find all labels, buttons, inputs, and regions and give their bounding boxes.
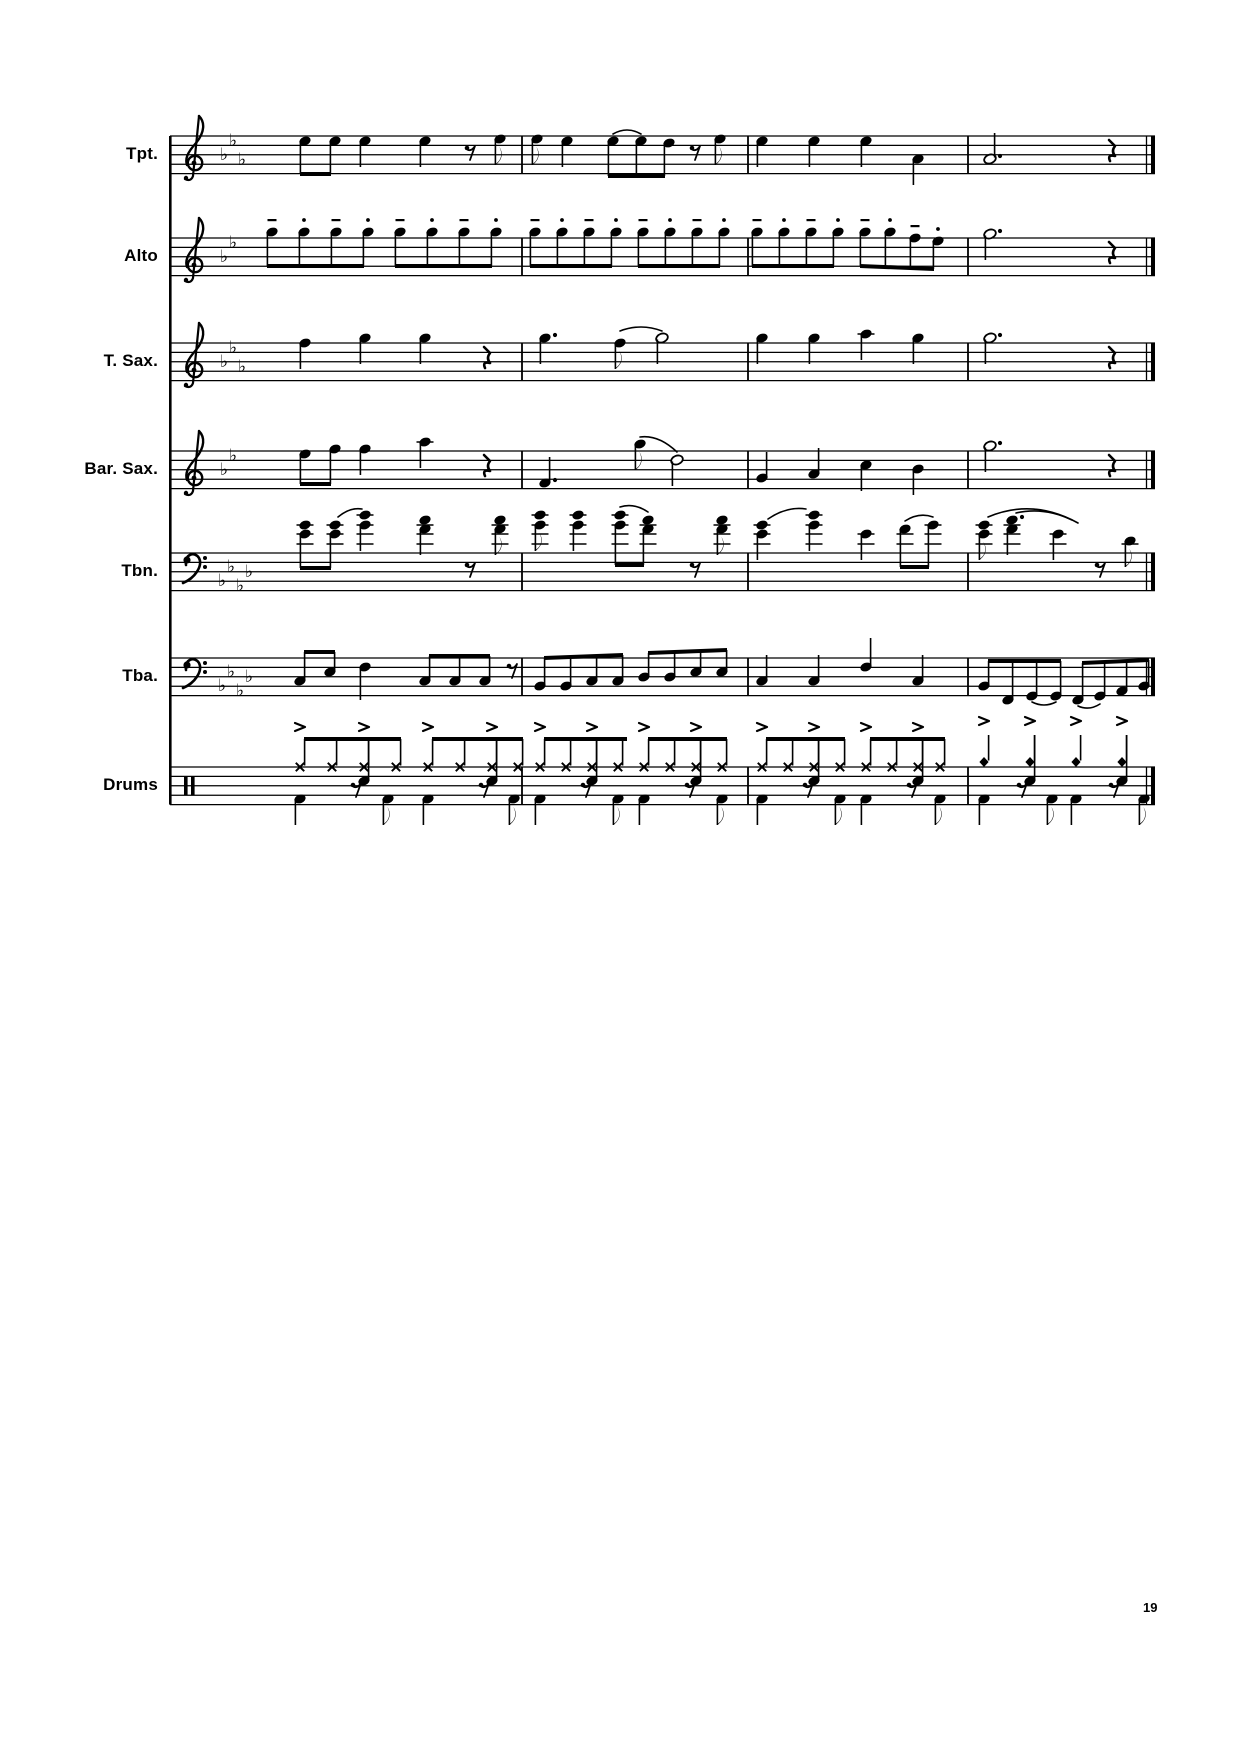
svg-text:♭: ♭	[228, 338, 238, 358]
svg-text:♭: ♭	[244, 667, 254, 687]
staff-label-tpt: Tpt.	[126, 144, 158, 163]
svg-text:♭: ♭	[217, 571, 227, 591]
svg-text:♭: ♭	[244, 562, 254, 582]
page-number: 19	[1143, 1600, 1158, 1615]
staff-label-tsax: T. Sax.	[103, 351, 158, 370]
svg-text:♭: ♭	[228, 446, 238, 466]
svg-text:♭: ♭	[219, 247, 229, 267]
svg-text:♭: ♭	[235, 576, 245, 596]
svg-text:♭: ♭	[235, 681, 245, 701]
svg-text:♭: ♭	[237, 357, 247, 377]
staff-label-drums: Drums	[103, 775, 158, 794]
staff-label-barsax: Bar. Sax.	[84, 459, 158, 478]
svg-text:♭: ♭	[228, 131, 238, 151]
svg-text:♭: ♭	[219, 460, 229, 480]
svg-text:♭: ♭	[228, 233, 238, 253]
staff-label-tba: Tba.	[122, 666, 158, 685]
svg-text:♭: ♭	[226, 557, 236, 577]
svg-text:♭: ♭	[226, 662, 236, 682]
svg-text:♭: ♭	[217, 676, 227, 696]
svg-text:♭: ♭	[237, 150, 247, 170]
staff-label-alto: Alto	[124, 246, 158, 265]
svg-text:♭: ♭	[219, 352, 229, 372]
svg-text:♭: ♭	[219, 145, 229, 165]
staff-label-tbn: Tbn.	[121, 561, 158, 580]
